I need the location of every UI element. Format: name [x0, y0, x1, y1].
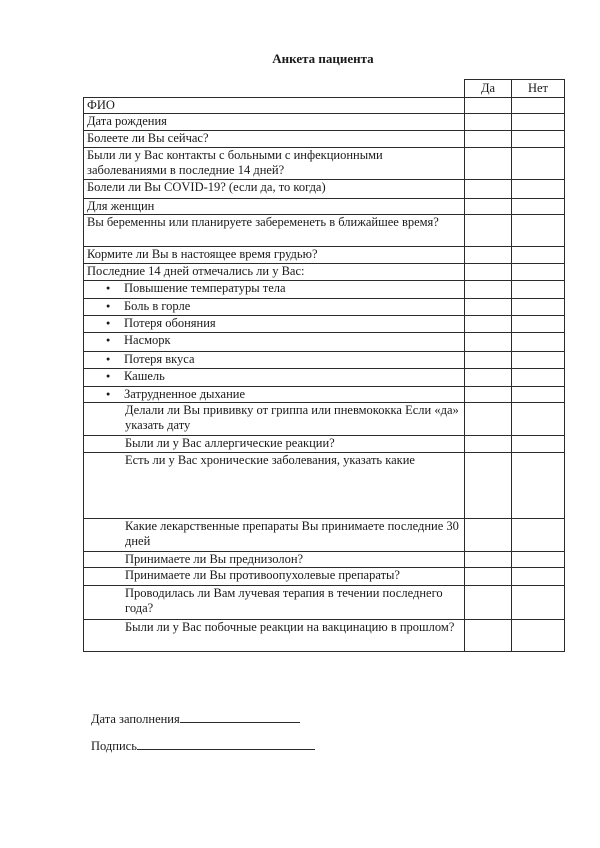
header-blank-cell — [84, 80, 465, 98]
answer-no-cell[interactable] — [512, 620, 565, 652]
answer-no-cell[interactable] — [512, 316, 565, 333]
question-text: Болели ли Вы COVID-19? (если да, то когда) — [84, 180, 465, 199]
question-row — [84, 180, 565, 199]
answer-no-cell[interactable] — [512, 199, 565, 215]
answer-no-cell[interactable] — [512, 247, 565, 264]
answer-yes-cell[interactable] — [465, 352, 512, 369]
answer-no-cell[interactable] — [512, 281, 565, 299]
answer-yes-cell[interactable] — [465, 98, 512, 114]
question-text: Делали ли Вы прививку от гриппа или пневмококка Если «да» указать дату — [84, 403, 465, 436]
answer-yes-cell[interactable] — [465, 387, 512, 403]
question-text: ● Насморк — [84, 333, 465, 352]
answer-yes-cell[interactable] — [465, 148, 512, 180]
question-row — [84, 264, 565, 281]
answer-yes-cell[interactable] — [465, 199, 512, 215]
signature-field — [91, 739, 315, 754]
form-title: Анкета пациента — [272, 51, 374, 66]
question-text: Болеете ли Вы сейчас? — [84, 131, 465, 148]
fill-date-label: Дата заполнения — [91, 712, 180, 726]
column-no-header: Нет — [512, 80, 565, 98]
question-row — [84, 552, 565, 568]
question-text: ФИО — [84, 98, 465, 114]
question-row — [84, 436, 565, 453]
answer-yes-cell[interactable] — [465, 436, 512, 453]
question-row — [84, 333, 565, 352]
answer-yes-cell[interactable] — [465, 215, 512, 247]
answer-no-cell[interactable] — [512, 148, 565, 180]
answer-yes-cell[interactable] — [465, 568, 512, 586]
answer-no-cell[interactable] — [512, 264, 565, 281]
answer-yes-cell[interactable] — [465, 552, 512, 568]
column-yes-header: Да — [465, 80, 512, 98]
answer-no-cell[interactable] — [512, 333, 565, 352]
question-row — [84, 586, 565, 620]
question-text: Вы беременны или планируете забеременеть в ближайшее время? — [84, 215, 465, 247]
question-row — [84, 519, 565, 552]
answer-yes-cell[interactable] — [465, 114, 512, 131]
question-row — [84, 316, 565, 333]
answer-no-cell[interactable] — [512, 436, 565, 453]
question-row — [84, 281, 565, 299]
answer-no-cell[interactable] — [512, 387, 565, 403]
answer-yes-cell[interactable] — [465, 519, 512, 552]
question-row — [84, 131, 565, 148]
answer-no-cell[interactable] — [512, 299, 565, 316]
question-row — [84, 387, 565, 403]
answer-yes-cell[interactable] — [465, 247, 512, 264]
question-row — [84, 453, 565, 519]
answer-no-cell[interactable] — [512, 352, 565, 369]
question-row — [84, 215, 565, 247]
signature-line[interactable] — [137, 749, 315, 750]
question-text: Для женщин — [84, 199, 465, 215]
answer-yes-cell[interactable] — [465, 180, 512, 199]
question-text: Проводилась ли Вам лучевая терапия в течении последнего года? — [84, 586, 465, 620]
answer-no-cell[interactable] — [512, 403, 565, 436]
answer-yes-cell[interactable] — [465, 299, 512, 316]
answer-yes-cell[interactable] — [465, 453, 512, 519]
question-row — [84, 199, 565, 215]
answer-no-cell[interactable] — [512, 131, 565, 148]
question-row — [84, 98, 565, 114]
answer-no-cell[interactable] — [512, 586, 565, 620]
question-text: ● Затрудненное дыхание — [84, 387, 465, 403]
question-text: Какие лекарственные препараты Вы принимаете последние 30 дней — [84, 519, 465, 552]
answer-yes-cell[interactable] — [465, 264, 512, 281]
answer-no-cell[interactable] — [512, 114, 565, 131]
answer-yes-cell[interactable] — [465, 281, 512, 299]
question-row — [84, 299, 565, 316]
question-text: Дата рождения — [84, 114, 465, 131]
fill-date-line[interactable] — [180, 722, 300, 723]
question-row — [84, 369, 565, 387]
question-text: Принимаете ли Вы противоопухолевые препараты? — [84, 568, 465, 586]
answer-yes-cell[interactable] — [465, 316, 512, 333]
signature-label: Подпись — [91, 739, 137, 753]
answer-no-cell[interactable] — [512, 519, 565, 552]
answer-yes-cell[interactable] — [465, 333, 512, 352]
question-row — [84, 568, 565, 586]
answer-yes-cell[interactable] — [465, 131, 512, 148]
question-row — [84, 620, 565, 652]
question-text: ● Повышение температуры тела — [84, 281, 465, 299]
answer-no-cell[interactable] — [512, 98, 565, 114]
answer-no-cell[interactable] — [512, 568, 565, 586]
answer-yes-cell[interactable] — [465, 620, 512, 652]
question-text: Последние 14 дней отмечались ли у Вас: — [84, 264, 465, 281]
answer-no-cell[interactable] — [512, 453, 565, 519]
table-header-row — [84, 80, 565, 98]
question-text: ● Потеря вкуса — [84, 352, 465, 369]
question-row — [84, 403, 565, 436]
fill-date-field — [91, 712, 300, 727]
question-text: Были ли у Вас побочные реакции на вакцинацию в прошлом? — [84, 620, 465, 652]
question-text: ● Потеря обоняния — [84, 316, 465, 333]
answer-yes-cell[interactable] — [465, 369, 512, 387]
question-text: Есть ли у Вас хронические заболевания, указать какие — [84, 453, 465, 519]
question-text: ● Кашель — [84, 369, 465, 387]
answer-yes-cell[interactable] — [465, 403, 512, 436]
answer-no-cell[interactable] — [512, 552, 565, 568]
question-text: Принимаете ли Вы преднизолон? — [84, 552, 465, 568]
question-row — [84, 114, 565, 131]
question-row — [84, 352, 565, 369]
answer-no-cell[interactable] — [512, 215, 565, 247]
question-row — [84, 148, 565, 180]
answer-yes-cell[interactable] — [465, 586, 512, 620]
question-row — [84, 247, 565, 264]
questionnaire-table — [83, 79, 565, 652]
question-text: Кормите ли Вы в настоящее время грудью? — [84, 247, 465, 264]
question-text: ● Боль в горле — [84, 299, 465, 316]
question-text: Были ли у Вас аллергические реакции? — [84, 436, 465, 453]
question-text: Были ли у Вас контакты с больными с инфекционными заболеваниями в последние 14 дней? — [84, 148, 465, 180]
answer-no-cell[interactable] — [512, 180, 565, 199]
answer-no-cell[interactable] — [512, 369, 565, 387]
